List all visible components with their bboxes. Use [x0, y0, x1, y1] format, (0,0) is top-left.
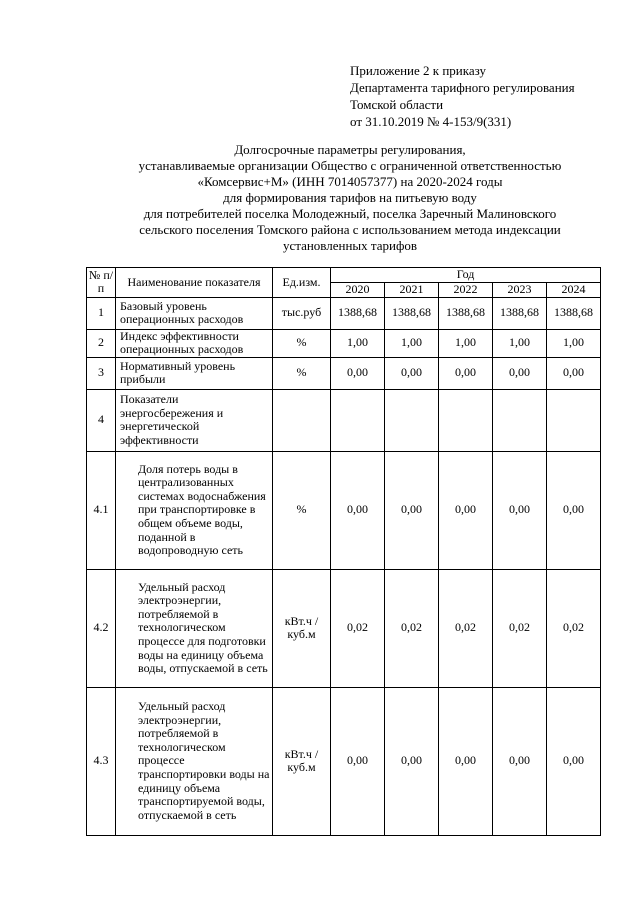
row-name: Индекс эффективности операционных расходов — [116, 329, 273, 357]
title-line: Долгосрочные параметры регулирования, — [234, 142, 466, 157]
header-num: № п/п — [87, 268, 116, 298]
row-value: 0,02 — [385, 569, 439, 687]
row-value: 1388,68 — [439, 297, 493, 329]
row-value: 1388,68 — [547, 297, 601, 329]
table-row — [87, 687, 601, 835]
row-num: 1 — [87, 297, 116, 329]
row-value: 1,00 — [385, 329, 439, 357]
row-value: 0,00 — [331, 357, 385, 389]
appendix-line: от 31.10.2019 № 4-153/9(331) — [350, 114, 512, 129]
row-num: 4.1 — [87, 451, 116, 569]
row-value — [385, 389, 439, 451]
header-year: 2022 — [439, 283, 493, 298]
row-value: 0,02 — [547, 569, 601, 687]
header-unit: Ед.изм. — [273, 268, 331, 298]
appendix-line: Приложение 2 к приказу — [350, 63, 487, 78]
row-value: 0,00 — [439, 451, 493, 569]
row-unit — [273, 389, 331, 451]
appendix-line: Департамента тарифного регулирования — [350, 80, 575, 95]
document-title — [85, 142, 615, 254]
row-value: 1388,68 — [385, 297, 439, 329]
table-row — [87, 569, 601, 687]
table-row — [87, 297, 601, 329]
row-unit: % — [273, 329, 331, 357]
row-value: 0,00 — [385, 687, 439, 835]
title-line: устанавливаемые организации Общество с ограниченной ответственностью — [138, 158, 562, 173]
row-unit: тыс.руб — [273, 297, 331, 329]
appendix-line: Томской области — [350, 97, 444, 112]
table-row — [87, 357, 601, 389]
title-line: установленных тарифов — [282, 238, 418, 253]
row-value: 0,00 — [439, 357, 493, 389]
title-line: сельского поселения Томского района с использованием метода индексации — [139, 222, 561, 237]
row-value: 1,00 — [547, 329, 601, 357]
row-value: 1388,68 — [331, 297, 385, 329]
row-value: 0,00 — [385, 357, 439, 389]
row-num: 4 — [87, 389, 116, 451]
row-num: 3 — [87, 357, 116, 389]
row-name: Базовый уровень операционных расходов — [116, 297, 273, 329]
row-unit: кВт.ч / куб.м — [273, 687, 331, 835]
row-value: 0,00 — [493, 357, 547, 389]
row-value: 0,00 — [439, 687, 493, 835]
row-value: 0,02 — [493, 569, 547, 687]
row-value: 0,00 — [547, 357, 601, 389]
table-row — [87, 329, 601, 357]
row-unit: % — [273, 357, 331, 389]
row-value: 0,00 — [385, 451, 439, 569]
table-row — [87, 389, 601, 451]
header-year: 2024 — [547, 283, 601, 298]
row-name: Удельный расход электроэнергии, потребляемой в технологическом процессе для подготовки воды на единицу объема воды, отпускаемой в сеть — [116, 569, 273, 687]
header-year-group: Год — [331, 268, 601, 283]
row-value: 1,00 — [493, 329, 547, 357]
row-value: 0,00 — [331, 451, 385, 569]
title-line: для потребителей поселка Молодежный, поселка Заречный Малиновского — [143, 206, 557, 221]
row-name: Доля потерь воды в централизованных системах водоснабжения при транспортировке в общем объеме воды, поданной в водопроводную сеть — [116, 451, 273, 569]
row-value: 0,00 — [493, 451, 547, 569]
table-row — [87, 451, 601, 569]
row-value: 1,00 — [331, 329, 385, 357]
row-name: Удельный расход электроэнергии, потребляемой в технологическом процессе транспортировки воды на единицу объема транспортируемой воды, отпускаемой в сеть — [116, 687, 273, 835]
row-value: 0,02 — [439, 569, 493, 687]
row-unit: % — [273, 451, 331, 569]
title-line: для формирования тарифов на питьевую воду — [223, 190, 477, 205]
row-value — [547, 389, 601, 451]
row-value: 1388,68 — [493, 297, 547, 329]
appendix-header — [350, 62, 575, 130]
parameters-table — [86, 267, 601, 836]
row-value — [439, 389, 493, 451]
row-value: 0,00 — [547, 451, 601, 569]
row-num: 2 — [87, 329, 116, 357]
row-name: Показатели энергосбережения и энергетической эффективности — [116, 389, 273, 451]
row-name: Нормативный уровень прибыли — [116, 357, 273, 389]
row-value — [493, 389, 547, 451]
row-num: 4.2 — [87, 569, 116, 687]
header-year: 2021 — [385, 283, 439, 298]
row-value: 1,00 — [439, 329, 493, 357]
header-name: Наименование показателя — [116, 268, 273, 298]
title-line: «Комсервис+М» (ИНН 7014057377) на 2020-2024 годы — [197, 174, 503, 189]
row-value: 0,00 — [331, 687, 385, 835]
row-value: 0,00 — [547, 687, 601, 835]
header-year: 2020 — [331, 283, 385, 298]
row-num: 4.3 — [87, 687, 116, 835]
header-year: 2023 — [493, 283, 547, 298]
row-unit: кВт.ч / куб.м — [273, 569, 331, 687]
row-value — [331, 389, 385, 451]
row-value: 0,00 — [493, 687, 547, 835]
row-value: 0,02 — [331, 569, 385, 687]
